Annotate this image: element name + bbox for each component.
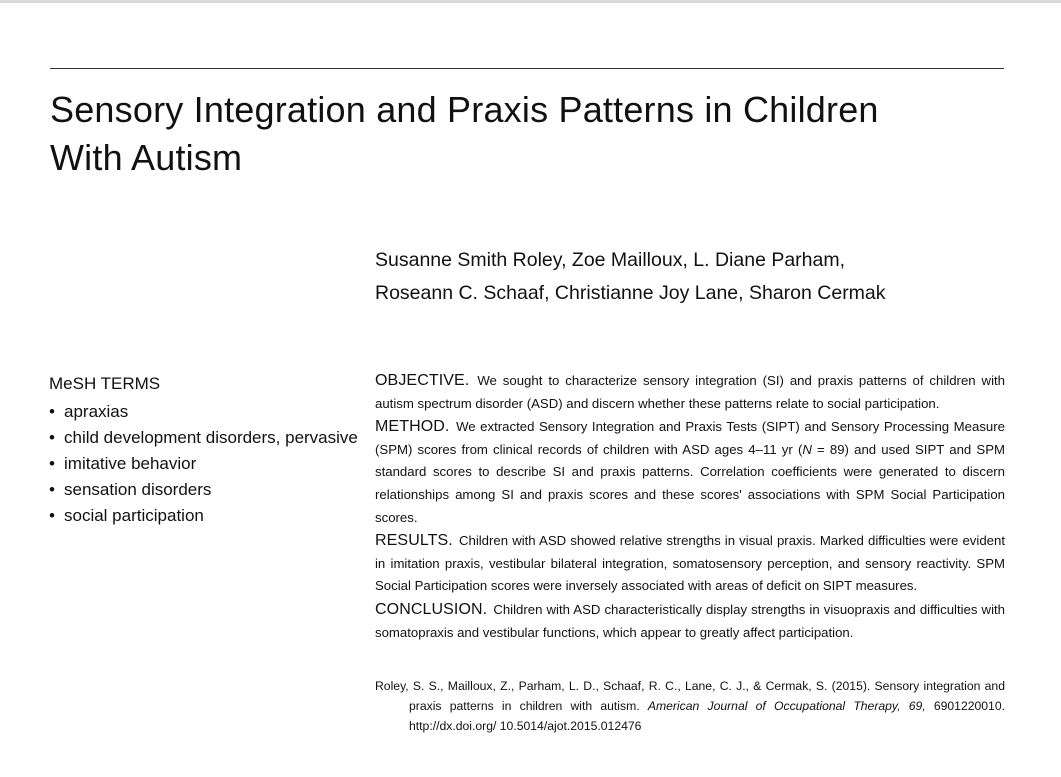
article-title-line-1: Sensory Integration and Praxis Patterns in Children [50,89,879,130]
author-line-1: Susanne Smith Roley, Zoe Mailloux, L. Diane Parham, [375,249,846,271]
mesh-terms-heading: MeSH TERMS [49,374,161,393]
objective-label: OBJECTIVE. [375,372,470,389]
bullet-icon: • [49,506,55,525]
mesh-term [49,425,369,451]
method-label: METHOD. [375,418,450,436]
bullet-icon: • [49,402,55,421]
header-rule [50,68,1004,69]
mesh-term [49,399,369,425]
objective-text: We sought to characterize sensory integration (SI) and praxis patterns of children with autism spectrum disorder (ASD) and discern whether these patterns relate to social participation. [375,373,1005,411]
page-top-edge [0,0,1061,3]
conclusion-label: CONCLUSION. [375,600,488,618]
abstract-results [375,530,1005,598]
author-line-2: Roseann C. Schaaf, Christianne Joy Lane, Sharon Cermak [375,282,886,304]
abstract-method [375,416,1005,529]
abstract [375,370,1005,645]
citation-text [375,676,1005,736]
citation [375,676,1005,736]
citation-doi: 6901220010. http://dx.doi.org/ 10.5014/ajot.2015.012476 [409,699,1005,733]
conclusion-text: Children with ASD characteristically display strengths in visuopraxis and difficulties with somatopraxis and vestibular functions, which appear to greatly affect participation. [375,601,1006,640]
bullet-icon: • [49,428,55,447]
citation-authors-title: Roley, S. S., Mailloux, Z., Parham, L. D., Schaaf, R. C., Lane, C. J., & Cermak, S. (2015). Sensory integration and praxis patterns in children with autism. [375,679,1005,713]
mesh-term-label: child development disorders, pervasive [64,428,358,447]
results-text: Children with ASD showed relative strengths in visual praxis. Marked difficulties were evident in imitation praxis, vestibular bilateral integration, somatosensory perception, and sensory reactivity. SPM Social Participation scores were inversely associated with areas of deficit on SIPT measures. [375,533,1005,594]
method-text-continued: = 89) and used SIPT and SPM standard scores to describe SI and praxis patterns. Correlation coefficients were generated to discern relationships among SI and praxis scores and these scores' associations with SPM Social Participation scores. [375,441,1005,525]
mesh-term [49,477,369,503]
abstract-conclusion [375,599,1005,644]
mesh-term [49,503,369,529]
bullet-icon: • [49,454,55,473]
results-label: RESULTS. [375,532,453,550]
abstract-objective [375,370,1005,415]
mesh-term-label: sensation disorders [64,480,212,499]
mesh-terms-box [49,373,369,529]
author-list [375,244,1015,310]
mesh-term-label: apraxias [64,402,129,421]
mesh-term-label: social participation [64,506,204,525]
mesh-term-label: imitative behavior [64,454,197,473]
mesh-terms-list [49,399,369,529]
sample-size-symbol: N [802,441,812,457]
article-title-line-2: With Autism [50,137,243,178]
article-title [50,86,1000,182]
bullet-icon: • [49,480,55,499]
mesh-term [49,451,369,477]
citation-journal: American Journal of Occupational Therapy, 69, [647,699,926,713]
method-text: We extracted Sensory Integration and Praxis Tests (SIPT) and Sensory Processing Measure (SPM) scores from clinical records of children with ASD ages 4–11 yr ( [375,419,1005,457]
